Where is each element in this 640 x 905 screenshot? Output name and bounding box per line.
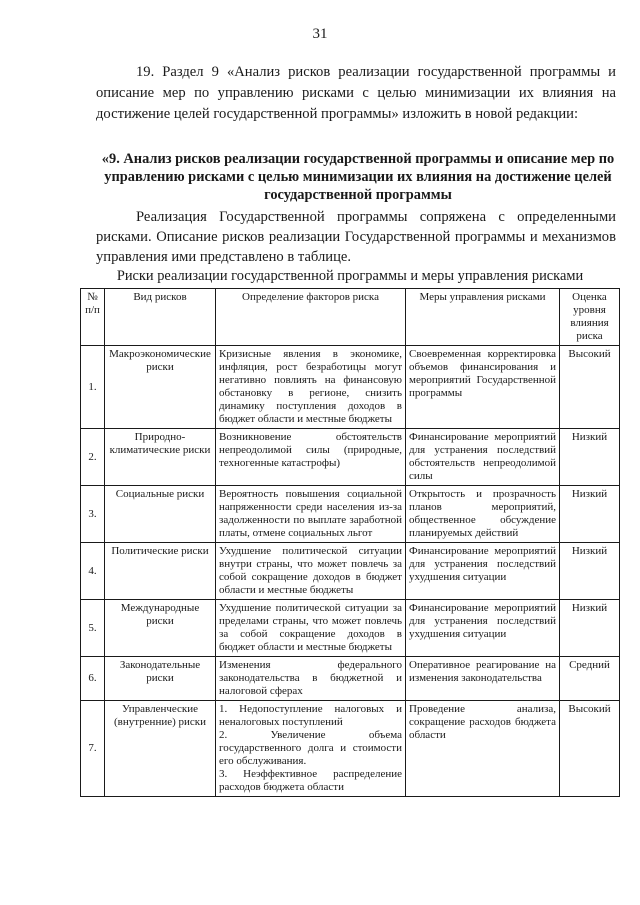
row-num: 6. [81,657,105,701]
table-row [81,429,620,486]
table-row [81,657,620,701]
risk-factors: Ухудшение политической ситуации за пределами страны, что может повлечь за собой сокращение доходов в бюджет области и местные бюджеты [216,600,406,657]
intro-text: Реализация Государственной программы сопряжена с определенными рисками. Описание рисков реализации Государственной программы и механизмов управления ими представлено в таблице. [96,209,616,265]
risk-kind: Политические риски [105,543,216,600]
risk-rating: Низкий [560,486,620,543]
risk-kind: Управленческие (внутренние) риски [105,701,216,797]
risk-measures: Финансирование мероприятий для устранения последствий ухудшения ситуации [406,600,560,657]
risk-kind: Законодательные риски [105,657,216,701]
row-num: 3. [81,486,105,543]
risk-rating: Низкий [560,543,620,600]
risk-rating: Средний [560,657,620,701]
risk-rating: Низкий [560,600,620,657]
header-factors: Определение факторов риска [216,289,406,346]
header-measures: Меры управления рисками [406,289,560,346]
table-row [81,600,620,657]
row-num: 2. [81,429,105,486]
table-row [81,486,620,543]
risk-factors: 1. Недопоступление налоговых и неналоговых поступлений 2. Увеличение объема государственного долга и стоимости его обслуживания. 3. Неэффективное распределение расходов бюджета области [216,701,406,797]
risk-factors: Кризисные явления в экономике, инфляция, рост безработицы могут негативно повлиять на финансовую обстановку в регионе, снизить динамику поступления доходов в бюджет области и местные бюджеты [216,346,406,429]
risk-measures: Финансирование мероприятий для устранения последствий ухудшения ситуации [406,543,560,600]
header-num: № п/п [81,289,105,346]
risk-measures: Открытость и прозрачность планов мероприятий, общественное обсуждение планируемых действий [406,486,560,543]
risk-factors: Вероятность повышения социальной напряженности среди населения из-за задолженности по выплате заработной платы, отмене социальных льгот [216,486,406,543]
row-num: 5. [81,600,105,657]
row-num: 1. [81,346,105,429]
risk-kind: Макроэкономические риски [105,346,216,429]
table-row [81,701,620,797]
risk-measures: Своевременная корректировка объемов финансирования и мероприятий Государственной программы [406,346,560,429]
table-caption: Риски реализации государственной программы и меры управления рисками [116,268,584,284]
risk-measures: Проведение анализа, сокращение расходов бюджета области [406,701,560,797]
page-number: 31 [312,26,328,42]
table-row [81,543,620,600]
risk-factors: Изменения федерального законодательства в бюджетной и налоговой сферах [216,657,406,701]
risk-rating: Низкий [560,429,620,486]
risk-rating: Высокий [560,346,620,429]
header-rating: Оценка уровня влияния риска [560,289,620,346]
table-header-row [81,289,620,346]
risk-kind: Социальные риски [105,486,216,543]
table-row [81,346,620,429]
risk-kind: Международные риски [105,600,216,657]
risk-measures: Оперативное реагирование на изменения законодательства [406,657,560,701]
risk-measures: Финансирование мероприятий для устранения последствий обстоятельств непреодолимой силы [406,429,560,486]
header-kind: Вид рисков [105,289,216,346]
row-num: 4. [81,543,105,600]
risk-kind: Природно-климатические риски [105,429,216,486]
risk-factors: Ухудшение политической ситуации внутри страны, что может повлечь за собой сокращение доходов в бюджет области и местные бюджеты [216,543,406,600]
risk-factors: Возникновение обстоятельств непреодолимой силы (природные, техногенные катастрофы) [216,429,406,486]
risk-rating: Высокий [560,701,620,797]
risks-table [80,288,620,797]
row-num: 7. [81,701,105,797]
section-title: «9. Анализ рисков реализации государственной программы и описание мер по управлению рисками с целью минимизации их влияния на достижение целей государственной программы [101,151,615,203]
paragraph-19: 19. Раздел 9 «Анализ рисков реализации государственной программы и описание мер по управлению рисками с целью минимизации их влияния на достижение целей государственной программы» изложить в новой редакции: [96,64,616,122]
